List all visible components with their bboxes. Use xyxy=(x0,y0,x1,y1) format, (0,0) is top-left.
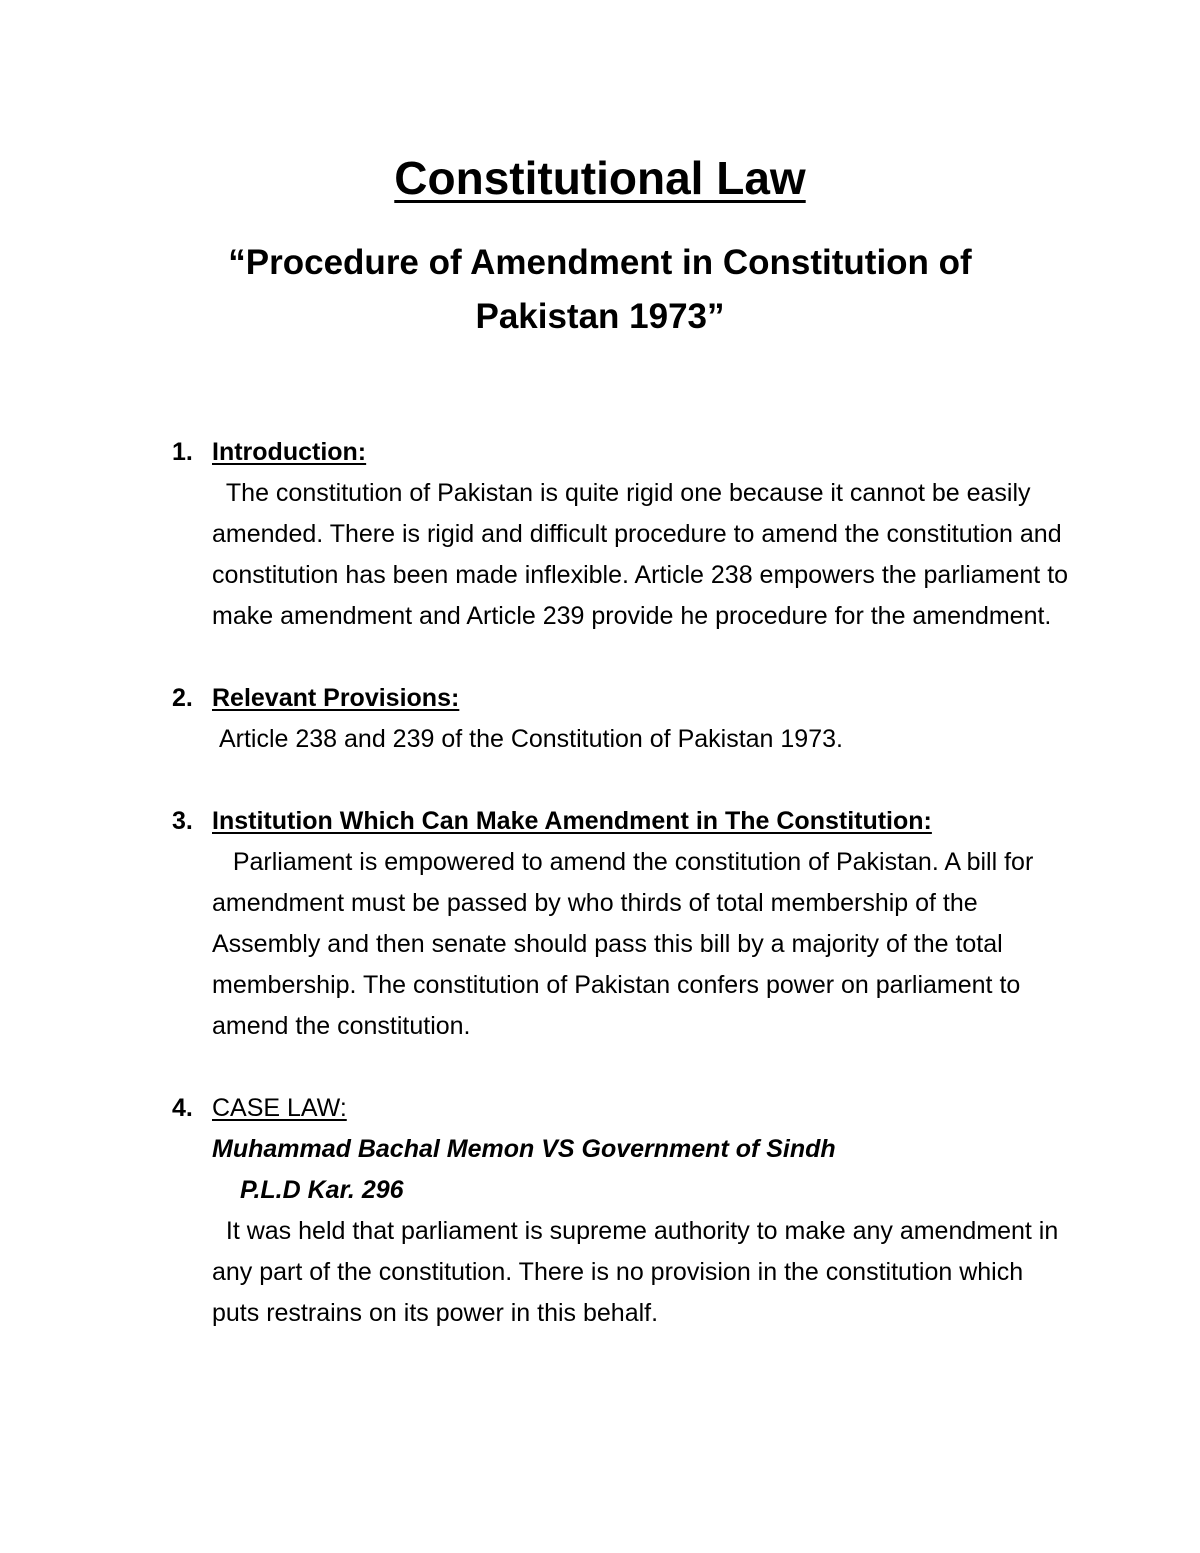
case-citation: P.L.D Kar. 296 xyxy=(240,1176,404,1204)
document-title: Constitutional Law xyxy=(394,152,806,204)
section-number: 1. xyxy=(172,438,193,466)
section-text: It was held that parliament is supreme authority to make any amendment in any part of the constitution. There is no provision in the constitution which puts restrains on its power in this behalf. xyxy=(212,1217,1059,1327)
subtitle-line-2: Pakistan 1973” xyxy=(475,297,725,336)
section-heading: Institution Which Can Make Amendment in The Constitution: xyxy=(212,807,932,835)
section-relevant-provisions xyxy=(172,678,1072,760)
section-number: 3. xyxy=(172,807,193,835)
case-name: Muhammad Bachal Memon VS Government of Sindh xyxy=(212,1135,836,1163)
sections-list xyxy=(172,432,1072,1334)
section-text: Article 238 and 239 of the Constitution of Pakistan 1973. xyxy=(212,725,843,753)
section-text: The constitution of Pakistan is quite rigid one because it cannot be easily amended. There is rigid and difficult procedure to amend the constitution and constitution has been made inflexible. Article 238 empowers the parliament to make amendment and Article 239 provide he procedure for the amendment. xyxy=(212,479,1069,630)
section-number: 4. xyxy=(172,1094,193,1122)
section-case-law xyxy=(172,1088,1072,1334)
section-introduction xyxy=(172,432,1072,637)
section-number: 2. xyxy=(172,684,193,712)
section-heading: Relevant Provisions: xyxy=(212,684,460,712)
section-heading: Introduction: xyxy=(212,438,367,466)
section-institution xyxy=(172,801,1072,1047)
section-heading: CASE LAW: xyxy=(212,1094,347,1122)
section-text: Parliament is empowered to amend the constitution of Pakistan. A bill for amendment must be passed by who thirds of total membership of the Assembly and then senate should pass this bill by a majority of the total membership. The constitution of Pakistan confers power on parliament to amend the constitution. xyxy=(212,848,1034,1040)
subtitle-line-1: “Procedure of Amendment in Constitution of xyxy=(228,243,972,282)
document-subtitle xyxy=(150,236,1050,344)
